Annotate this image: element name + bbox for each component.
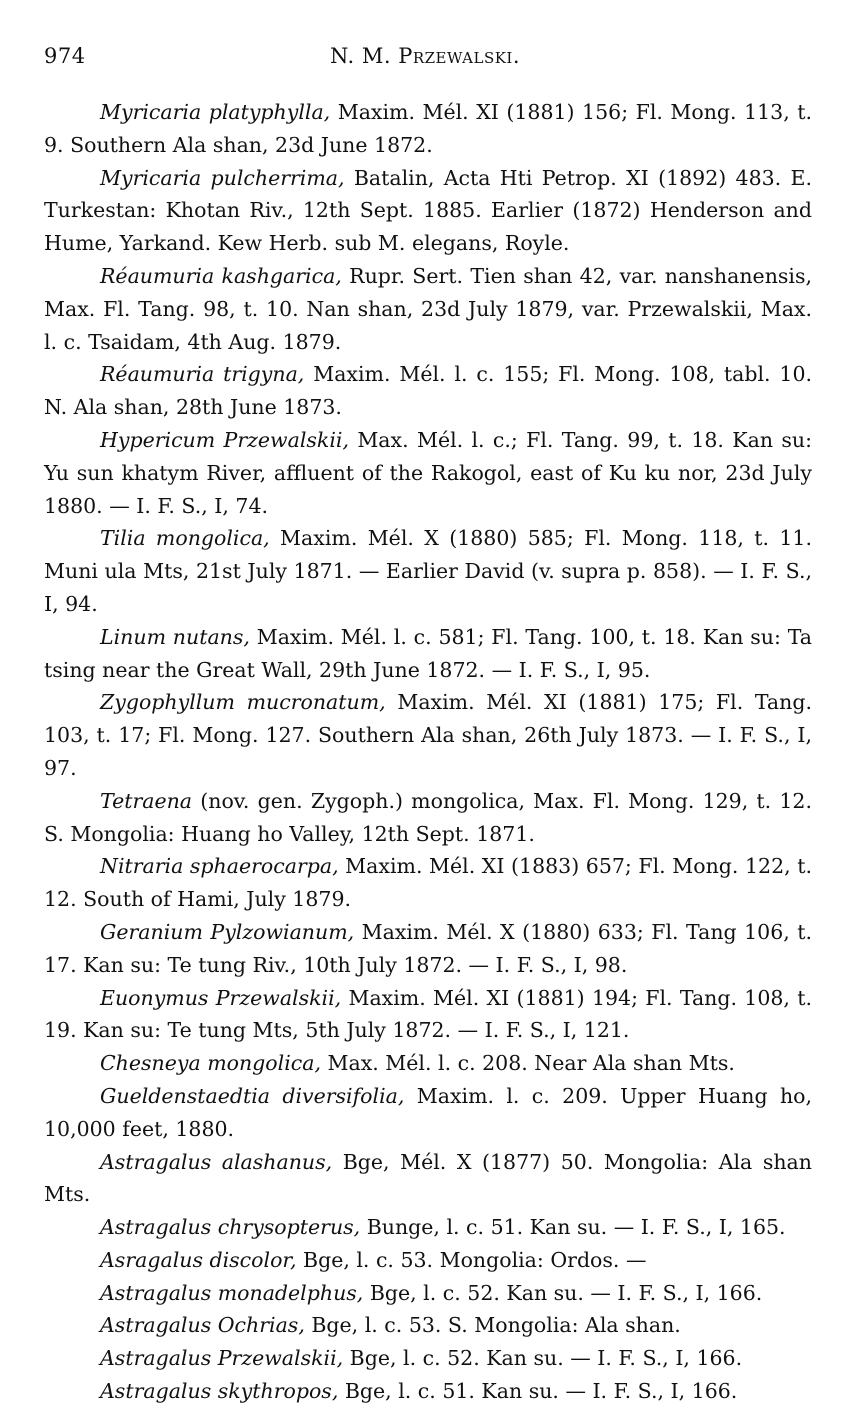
species-name: Réaumuria kashgarica, [100, 263, 342, 288]
text-body [44, 96, 812, 1408]
entry-text: Maxim. Mél. XI (1881) 194; Fl. Tang. 108, t. 19. Kan su: Te tung Mts, 5th July 1872. — I. F. S., I, 121. [44, 985, 812, 1043]
species-name: Myricaria pulcherrima, [100, 165, 345, 190]
species-entry [44, 1146, 812, 1212]
species-entry [44, 260, 812, 358]
species-entry [44, 1080, 812, 1146]
species-entry [44, 686, 812, 784]
species-name: Euonymus Przewalskii, [100, 985, 342, 1010]
entry-text: (nov. gen. Zygoph.) mongolica, Max. Fl. Mong. 129, t. 12. S. Mongolia: Huang ho Valley, 12th Sept. 1871. [44, 788, 812, 846]
species-name: Zygophyllum mucronatum, [100, 690, 386, 715]
entry-text: Maxim. Mél. l. c. 581; Fl. Tang. 100, t. 18. Kan su: Ta tsing near the Great Wall, 29th June 1872. — I. F. S., I, 95. [44, 624, 812, 682]
species-entry [44, 1309, 812, 1342]
entry-text: Bunge, l. c. 51. Kan su. — I. F. S., I, 165. [360, 1215, 786, 1240]
species-name: Myricaria platyphylla, [100, 100, 331, 124]
species-entry [44, 96, 812, 162]
entry-text: Maxim. Mél. XI (1881) 156; Fl. Mong. 113, t. 9. Southern Ala shan, 23d June 1872. [44, 100, 812, 157]
entry-text: Max. Mél. l. c. 208. Near Ala shan Mts. [320, 1051, 735, 1076]
entry-text: Max. Mél. l. c.; Fl. Tang. 99, t. 18. Kan su: Yu sun khatym River, affluent of the Rakogol, east of Ku ku nor, 23d July 1880. — I. F. S., I, 74. [44, 427, 812, 518]
entry-text: Bge, l. c. 51. Kan su. — I. F. S., I, 166. [338, 1379, 738, 1404]
entry-text: Bge, l. c. 53. Mongolia: Ordos. — [296, 1247, 647, 1272]
species-name: Astragalus skythropos, [100, 1379, 339, 1404]
entry-text: Bge, l. c. 52. Kan su. — I. F. S., I, 166. [343, 1346, 743, 1371]
species-name: Nitraria sphaerocarpa, [100, 854, 339, 879]
entry-text: Bge, Mél. X (1877) 50. Mongolia: Ala shan Mts. [44, 1149, 812, 1207]
species-entry [44, 1211, 812, 1244]
species-name: Astragalus Ochrias, [100, 1313, 305, 1338]
species-name: Tetraena [100, 788, 193, 813]
species-entry [44, 1047, 812, 1080]
entry-text: Bge, l. c. 52. Kan su. — I. F. S., I, 166. [363, 1280, 763, 1305]
entry-text: Bge, l. c. 53. S. Mongolia: Ala shan. [304, 1313, 681, 1338]
species-name: Geranium Pylzowianum, [100, 919, 355, 944]
entry-text: Maxim. Mél. XI (1883) 657; Fl. Mong. 122, t. 12. South of Hami, July 1879. [44, 854, 812, 912]
species-name: Gueldenstaedtia diversifolia, [100, 1083, 405, 1108]
species-entry [44, 1277, 812, 1310]
species-entry [44, 785, 812, 851]
species-entry [44, 424, 812, 522]
species-name: Astragalus alashanus, [100, 1149, 333, 1174]
entry-text: Rupr. Sert. Tien shan 42, var. nanshanensis, Max. Fl. Tang. 98, t. 10. Nan shan, 23d July 1879, var. Przewalskii, Max. l. c. Tsaidam, 4th Aug. 1879. [44, 263, 813, 354]
species-name: Hypericum Przewalskii, [100, 427, 349, 452]
species-name: Asragalus discolor, [100, 1247, 297, 1272]
entry-text: Maxim. l. c. 209. Upper Huang ho, 10,000 feet, 1880. [44, 1083, 812, 1141]
species-name: Linum nutans, [100, 624, 250, 649]
species-entry [44, 621, 812, 687]
species-entry [44, 1375, 812, 1408]
species-entry [44, 916, 812, 982]
entry-text: Maxim. Mél. X (1880) 633; Fl. Tang 106, t. 17. Kan su: Te tung Riv., 10th July 1872. — I. F. S., I, 98. [44, 919, 812, 977]
species-entry [44, 850, 812, 916]
species-entry [44, 1244, 812, 1277]
entry-text: Maxim. Mél. l. c. 155; Fl. Mong. 108, tabl. 10. N. Ala shan, 28th June 1873. [44, 362, 813, 420]
species-name: Réaumuria trigyna, [100, 362, 305, 387]
species-name: Astragalus Przewalskii, [100, 1346, 344, 1371]
entry-text: Maxim. Mél. X (1880) 585; Fl. Mong. 118, t. 11. Muni ula Mts, 21st July 1871. — Earlier David (v. supra p. 858). — I. F. S., I, 94. [44, 526, 812, 616]
species-entry [44, 1342, 812, 1375]
species-name: Tilia mongolica, [100, 526, 270, 551]
entry-text: Maxim. Mél. XI (1881) 175; Fl. Tang. 103, t. 17; Fl. Mong. 127. Southern Ala shan, 26th July 1873. — I. F. S., I, 97. [44, 690, 812, 780]
species-entry [44, 982, 812, 1048]
species-name: Chesneya mongolica, [100, 1051, 321, 1076]
species-name: Astragalus monadelphus, [100, 1280, 364, 1305]
entry-text: Batalin, Acta Hti Petrop. XI (1892) 483. E. Turkestan: Khotan Riv., 12th Sept. 1885. Earlier (1872) Henderson and Hume, Yarkand. Kew Herb. sub M. elegans, Royle. [44, 165, 812, 256]
running-title: N. M. Przewalski. [329, 44, 521, 68]
species-entry [44, 522, 812, 620]
page-number: 974 [44, 44, 86, 68]
species-entry [44, 162, 812, 260]
species-name: Astragalus chrysopterus, [100, 1215, 361, 1240]
running-head [44, 44, 806, 74]
species-entry [44, 358, 812, 424]
